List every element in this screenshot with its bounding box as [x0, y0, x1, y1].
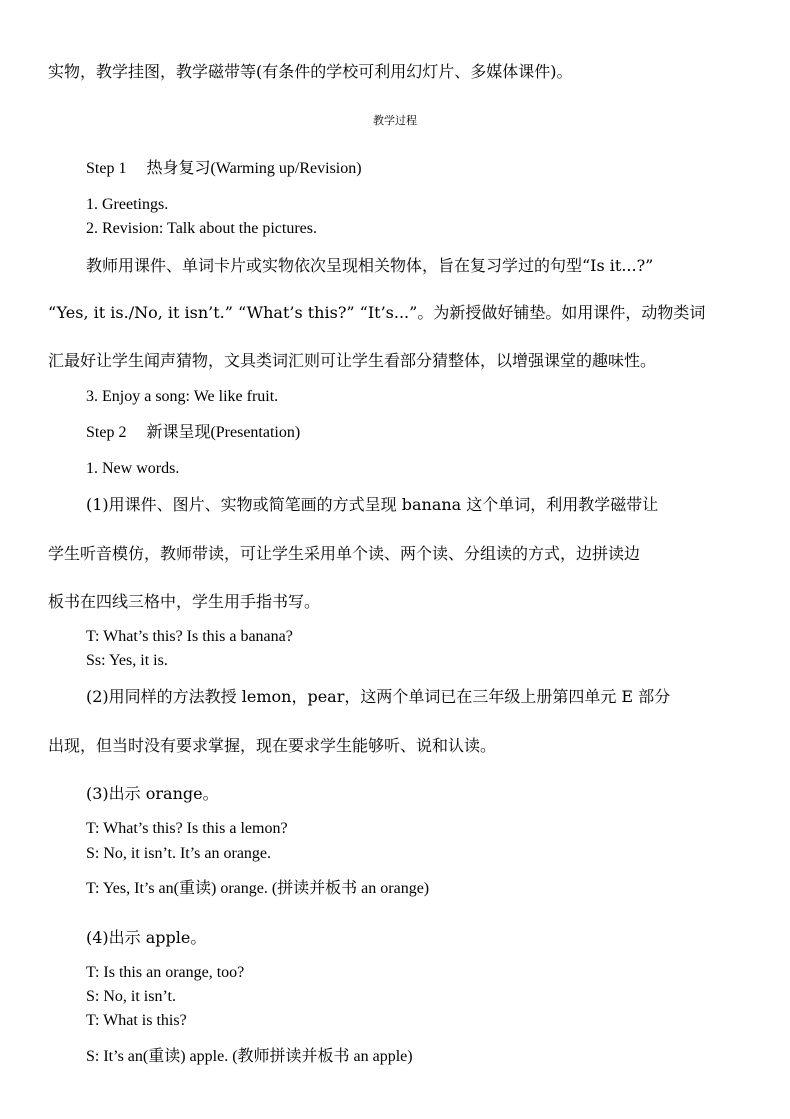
paragraph-banana-line-1: (1)用课件、图片、实物或简笔画的方式呈现 banana 这个单词，利用教学磁带让: [86, 495, 659, 514]
list-item-greetings: 1. Greetings.: [86, 196, 169, 213]
step-2-heading: Step 2 新课呈现(Presentation): [86, 424, 301, 441]
dialogue-line: Ss: Yes, it is.: [86, 652, 168, 669]
list-item-new-words: 1. New words.: [86, 460, 180, 477]
dialogue-line: S: No, it isn’t.: [86, 988, 176, 1005]
paragraph-banana-line-3: 板书在四线三格中，学生用手指书写。: [48, 592, 321, 611]
list-item-revision: 2. Revision: Talk about the pictures.: [86, 220, 317, 237]
list-item-song: 3. Enjoy a song: We like fruit.: [86, 388, 279, 405]
dialogue-line: T: What’s this? Is this a lemon?: [86, 820, 288, 837]
dialogue-line: T: What is this?: [86, 1012, 187, 1029]
paragraph-revision-line-3: 汇最好让学生闻声猜物，文具类词汇则可让学生看部分猜整体，以增强课堂的趣味性。: [48, 351, 657, 370]
dialogue-line: S: No, it isn’t. It’s an orange.: [86, 845, 272, 862]
section-heading: 教学过程: [373, 114, 417, 127]
item-apple: (4)出示 apple。: [86, 928, 207, 947]
paragraph-lemon-pear-line-2: 出现，但当时没有要求掌握，现在要求学生能够听、说和认读。: [48, 736, 497, 755]
dialogue-line: T: What’s this? Is this a banana?: [86, 628, 293, 645]
item-orange: (3)出示 orange。: [86, 784, 219, 803]
dialogue-line: T: Yes, It’s an(重读) orange. (拼读并板书 an orange): [86, 880, 430, 897]
dialogue-line: S: It’s an(重读) apple. (教师拼读并板书 an apple): [86, 1048, 413, 1065]
dialogue-line: T: Is this an orange, too?: [86, 964, 245, 981]
paragraph-revision-line-1: 教师用课件、单词卡片或实物依次呈现相关物体，旨在复习学过的句型“Is it...?”: [86, 256, 654, 275]
paragraph-revision-line-2: “Yes, it is./No, it isn’t.” “What’s this?” “It’s...”。为新授做好铺垫。如用课件，动物类词: [48, 303, 706, 322]
paragraph-materials: 实物，教学挂图，教学磁带等(有条件的学校可利用幻灯片、多媒体课件)。: [48, 62, 573, 81]
paragraph-lemon-pear-line-1: (2)用同样的方法教授 lemon，pear，这两个单词已在三年级上册第四单元 E 部分: [86, 687, 671, 706]
paragraph-banana-line-2: 学生听音模仿，教师带读，可让学生采用单个读、两个读、分组读的方式，边拼读边: [48, 544, 641, 563]
step-1-heading: Step 1 热身复习(Warming up/Revision): [86, 160, 362, 177]
